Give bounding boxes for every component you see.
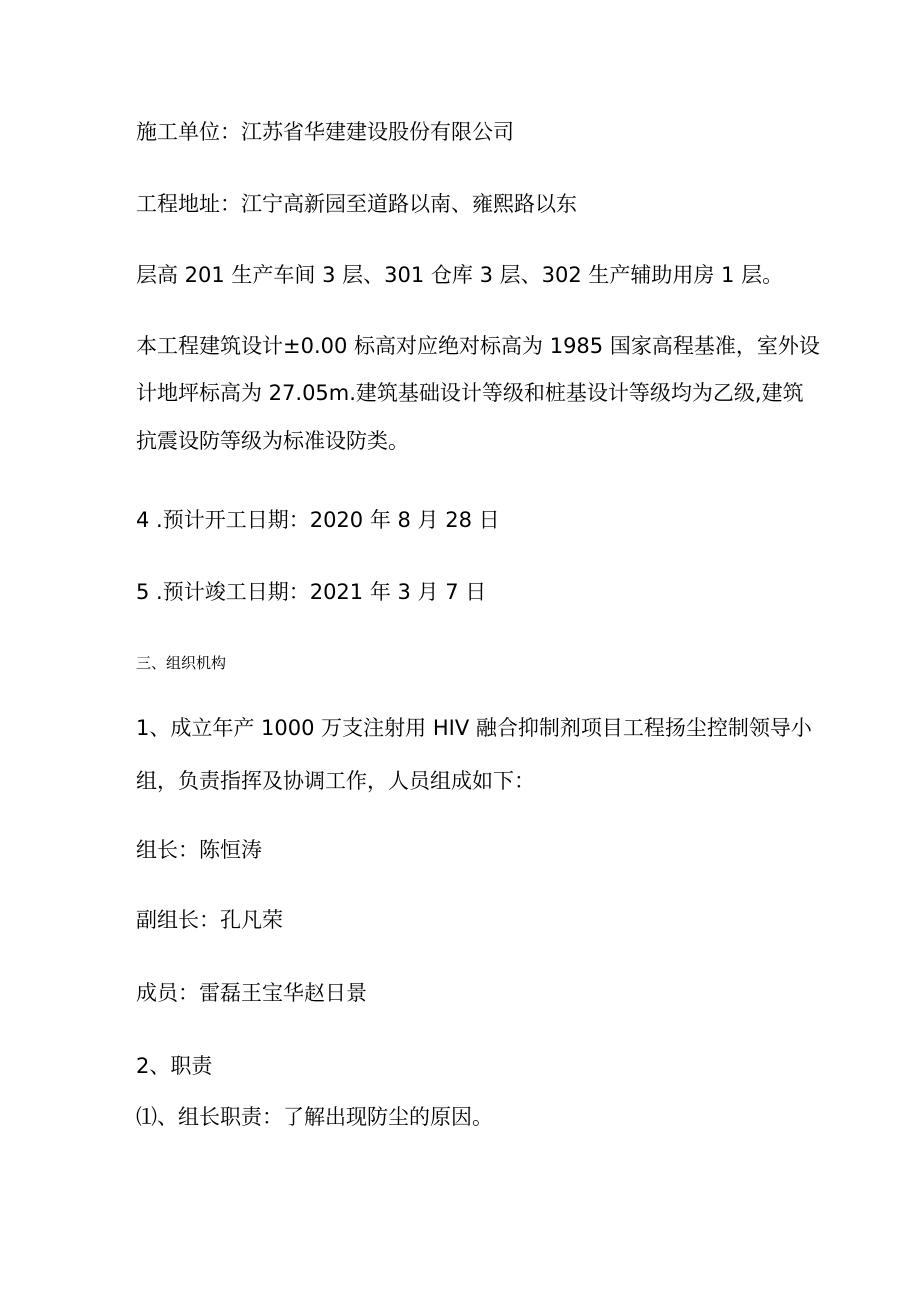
section-heading-organization: 三、组织机构	[136, 654, 227, 672]
leader-responsibility-line: ⑴、组长职责：了解出现防尘的原因。	[136, 1105, 493, 1129]
leadership-group-line-2: 组，负责指挥及协调工作，人员组成如下：	[136, 769, 535, 793]
project-address-line: 工程地址：江宁高新园至道路以南、雍熙路以东	[136, 192, 577, 216]
group-leader-line: 组长：陈恒涛	[136, 838, 262, 862]
planned-completion-date-line: 5 .预计竣工日期：2021 年 3 月 7 日	[136, 580, 487, 604]
design-description-line-2: 计地坪标高为 27.05m.建筑基础设计等级和桩基设计等级均为乙级,建筑	[136, 381, 804, 405]
planned-start-date-line: 4 .预计开工日期：2020 年 8 月 28 日	[136, 508, 500, 532]
design-description-line-3: 抗震设防等级为标准设防类。	[136, 429, 409, 453]
members-line: 成员：雷磊王宝华赵日景	[136, 981, 367, 1005]
floor-levels-line: 层高 201 生产车间 3 层、301 仓库 3 层、302 生产辅助用房 1 层。	[136, 263, 784, 287]
deputy-leader-line: 副组长：孔凡荣	[136, 908, 283, 932]
responsibilities-heading: 2、职责	[136, 1054, 213, 1078]
construction-unit-line: 施工单位：江苏省华建建设股份有限公司	[136, 120, 514, 144]
design-description-line-1: 本工程建筑设计±0.00 标高对应绝对标高为 1985 国家高程基准，室外设	[136, 334, 820, 358]
leadership-group-line-1: 1、成立年产 1000 万支注射用 HIV 融合抑制剂项目工程扬尘控制领导小	[136, 716, 812, 740]
